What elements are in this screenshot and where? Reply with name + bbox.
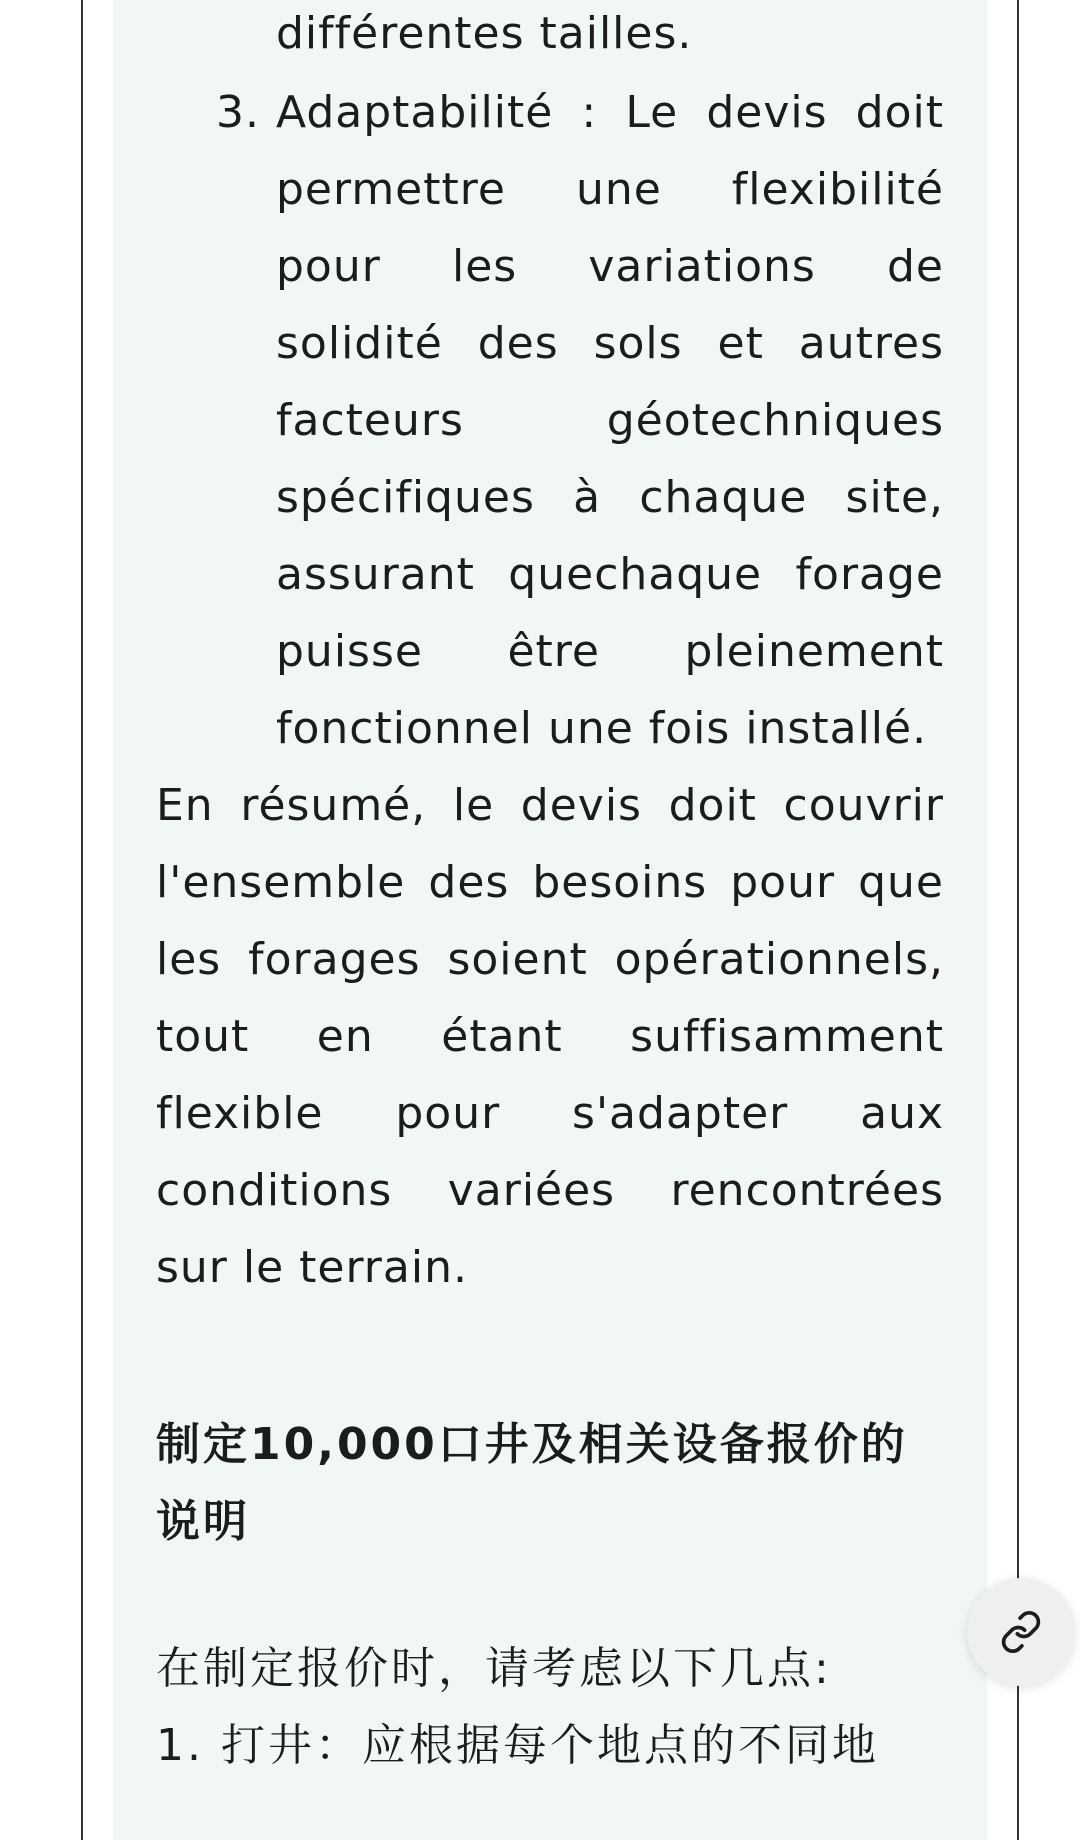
section-heading: 制定10,000口井及相关设备报价的说明 — [156, 1419, 908, 1547]
summary-paragraph: En résumé, le devis doit couvrir l'ensemble des besoins pour que les forages soient opérationnels, tout en étant suffisamment flexible pour s'adapter aux conditions variées rencontrées sur le terrain. — [156, 780, 944, 1293]
frame-left-border — [81, 0, 83, 1840]
copy-link-button[interactable] — [967, 1578, 1075, 1686]
list-item-continuation — [156, 0, 944, 74]
frame-right-border — [1017, 0, 1019, 1840]
intro-text: 在制定报价时，请考虑以下几点: — [156, 1643, 832, 1694]
message-content — [156, 0, 944, 1784]
list-item-text: Adaptabilité : Le devis doit permettre une flexibilité pour les variations de solidité des sols et autres facteurs géotechniques spécifiques à chaque site, assurant quechaque forage puisse être pleinement fonctionnel une fois installé. — [276, 87, 944, 754]
list-item-3 — [156, 74, 944, 767]
list-item-number: 3. — [216, 87, 260, 138]
link-icon — [999, 1610, 1043, 1654]
zh-list-item-1: 1. 打井：应根据每个地点的不同地 — [156, 1720, 879, 1771]
list-item-fragment: différentes tailles. — [276, 8, 693, 59]
